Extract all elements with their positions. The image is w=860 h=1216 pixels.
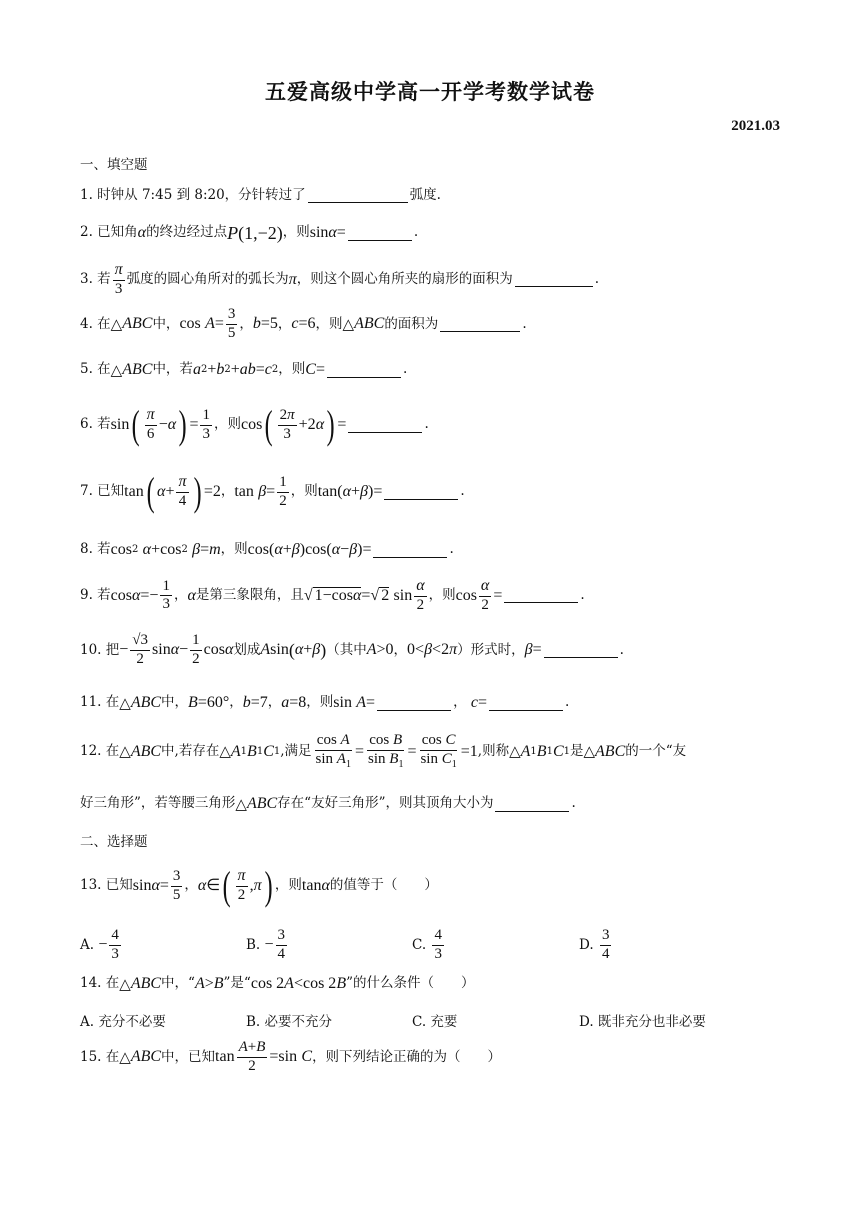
q13-option-a[interactable]: A. − $\frac{4}{3}$ bbox=[80, 927, 119, 962]
q13-option-c[interactable]: C. $\frac{4}{3}$ bbox=[412, 927, 442, 962]
question-14: 14. 在 △ ABC 中，“ A > B ”是“ cos 2 A <cos 2 B ”的什么条件（ ） bbox=[80, 974, 475, 993]
question-15: 15. 在 △ ABC 中，已知 tan $\frac{A+B}{2}$ =sin C ，则下列结论正确的为（ ） bbox=[80, 1039, 502, 1074]
question-13: 13. 已知 sin α = $\frac{3}{5}$ ， α ∈ ( $\frac{\pi}{2}$ , π ) ，则 tan α 的值等于（ ） bbox=[80, 863, 438, 908]
answer-blank[interactable] bbox=[348, 226, 412, 241]
question-12-line-2: 好三角形”，若等腰三角形 △ ABC 存在“友好三角形”，则其顶角大小为 . bbox=[80, 794, 576, 813]
q14-option-a[interactable]: A. 充分不必要 bbox=[80, 1014, 166, 1030]
page-title: 五爱高级中学高一开学考数学试卷 bbox=[265, 80, 595, 104]
q14-option-c[interactable]: C. 充要 bbox=[412, 1014, 458, 1030]
question-5: 5. 在 △ ABC 中，若 a 2 + b 2 + ab = c 2 ，则 C = . bbox=[80, 360, 408, 379]
question-7: 7. 已知 tan ( α + $\frac{\pi}{4}$ ) =2 ， tan β = $\frac{1}{2}$ ，则 tan( α + β )= . bbox=[80, 469, 465, 514]
q14-option-d[interactable]: D. 既非充分也非必要 bbox=[579, 1014, 706, 1030]
answer-blank[interactable] bbox=[384, 485, 458, 500]
answer-blank[interactable] bbox=[308, 188, 408, 203]
question-4: 4. 在 △ ABC 中， cos A = $\frac{3}{5}$ ， b =5 ， c =6 ，则 △ ABC 的面积为 . bbox=[80, 306, 527, 341]
question-3: 3. 若 $\frac{\pi}{3}$ 弧度的圆心角所对的弧长为 π ，则这个圆心角所夹的扇形的面积为 . bbox=[80, 261, 599, 297]
exam-date: 2021.03 bbox=[731, 118, 780, 134]
answer-blank[interactable] bbox=[348, 418, 422, 433]
question-11: 11. 在 △ ABC 中， B =60° ， b =7 ， a =8 ，则 sin A = ， c = . bbox=[80, 693, 570, 712]
question-6: 6. 若 sin ( $\frac{\pi}{6}$ − α ) = $\frac{1}{3}$ ，则 cos ( $\frac{2\pi}{3}$ +2 α ) = . bbox=[80, 402, 429, 447]
question-1: 1. 时钟从 7:45 到 8:20，分针转过了 弧度. bbox=[80, 186, 441, 203]
section-choice: 二、选择题 bbox=[80, 834, 148, 850]
answer-blank[interactable] bbox=[373, 543, 447, 558]
section-fill-in: 一、填空题 bbox=[80, 157, 148, 173]
q14-option-b[interactable]: B. 必要不充分 bbox=[246, 1014, 333, 1030]
answer-blank[interactable] bbox=[504, 588, 578, 603]
answer-blank[interactable] bbox=[327, 363, 401, 378]
question-8: 8. 若 cos 2 α +cos 2 β = m ，则 cos( α + β )cos( α − β )= . bbox=[80, 541, 454, 558]
question-9: 9. 若 cos α =− $\frac{1}{3}$ ， α 是第三象限角，且 √ 1−cosα =√ 2 sin $\frac{\alpha}{2}$ ，则 cos $\frac{\alpha}{2}$ = . bbox=[80, 577, 585, 613]
answer-blank[interactable] bbox=[377, 696, 451, 711]
question-10: 10. 把 − $\frac{√3}{2}$ sin α − $\frac{1}{2}$ cos α 划成 A sin ( α + β ) （其中 A >0 ， 0< β <2 π ）形式时， β = . bbox=[80, 632, 624, 667]
answer-blank[interactable] bbox=[440, 317, 520, 332]
question-12: 12. 在 △ ABC 中,若存在 △ A 1 B 1 C 1 ,满足 $\frac{\text{cos A}}{\sin A_1}$ = $\frac{\text{cos B}}{\sin B_1}$ = $\frac{\text{cos C}}{\sin C_1}$ =1 ,则称 △ A 1 B 1 C 1 是 △ ABC 的一个“友 bbox=[80, 732, 687, 770]
answer-blank[interactable] bbox=[515, 272, 593, 287]
q13-option-d[interactable]: D. $\frac{3}{4}$ bbox=[579, 927, 610, 962]
answer-blank[interactable] bbox=[544, 643, 618, 658]
answer-blank[interactable] bbox=[489, 696, 563, 711]
answer-blank[interactable] bbox=[495, 797, 569, 812]
q13-option-b[interactable]: B. − $\frac{3}{4}$ bbox=[246, 927, 286, 962]
question-2: 2. 已知角 α 的终边经过点 P (1,−2) ，则 sin α = . bbox=[80, 223, 419, 243]
